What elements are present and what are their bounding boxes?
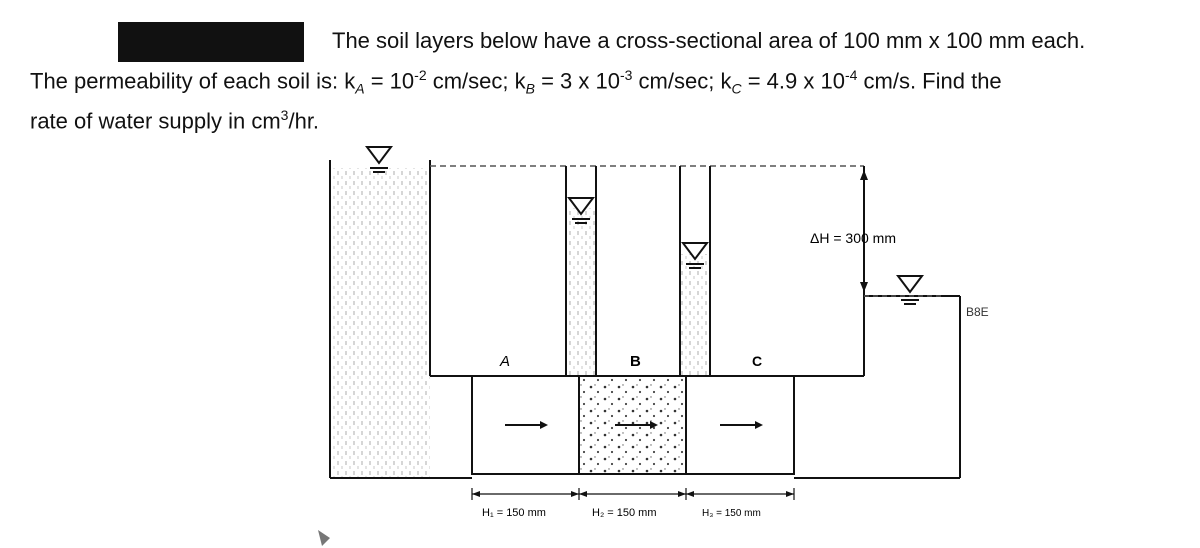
water-level-symbol-4 xyxy=(898,276,922,304)
text-segment: /hr. xyxy=(288,108,320,134)
piezometer-tube-2 xyxy=(680,166,710,376)
text-segment: cm/sec; k xyxy=(632,68,732,94)
length-dimension-line xyxy=(472,488,794,500)
h3-label: H₃ = 150 mm xyxy=(702,508,761,519)
text-segment: The permeability of each soil is: k xyxy=(30,68,356,94)
exponent-1: -2 xyxy=(414,67,427,83)
text-segment: = 3 x 10 xyxy=(534,68,620,94)
unit-exponent: 3 xyxy=(280,107,289,123)
text-segment: cm/sec; k xyxy=(426,68,526,94)
left-reservoir-water xyxy=(330,168,430,478)
water-level-symbol-1 xyxy=(367,147,391,172)
subscript-c: C xyxy=(731,80,742,97)
corner-mark xyxy=(318,530,330,546)
soil-a-label: A xyxy=(500,353,511,370)
delta-h-label: ΔH = 300 mm xyxy=(810,230,896,246)
subscript-b: B xyxy=(525,80,535,97)
h1-label: H₁ = 150 mm xyxy=(482,507,546,519)
subscript-a: A xyxy=(355,80,365,97)
problem-text-1: The soil layers below have a cross-sectional area of 100 mm x 100 mm each. xyxy=(332,28,1086,53)
h2-label: H₂ = 150 mm xyxy=(592,507,657,519)
tail-reservoir xyxy=(794,296,960,478)
watermark-text: B8E xyxy=(966,305,989,319)
exponent-2: -3 xyxy=(619,67,633,83)
upper-chamber xyxy=(430,166,864,376)
text-segment: = 4.9 x 10 xyxy=(741,68,845,94)
exponent-3: -4 xyxy=(844,67,858,83)
text-segment: = 10 xyxy=(364,68,415,94)
text-segment: cm/s. Find the xyxy=(857,68,1002,94)
soil-c-label: C xyxy=(752,353,763,369)
text-segment: rate of water supply in cm xyxy=(30,108,281,134)
soil-b-label: B xyxy=(630,353,641,370)
